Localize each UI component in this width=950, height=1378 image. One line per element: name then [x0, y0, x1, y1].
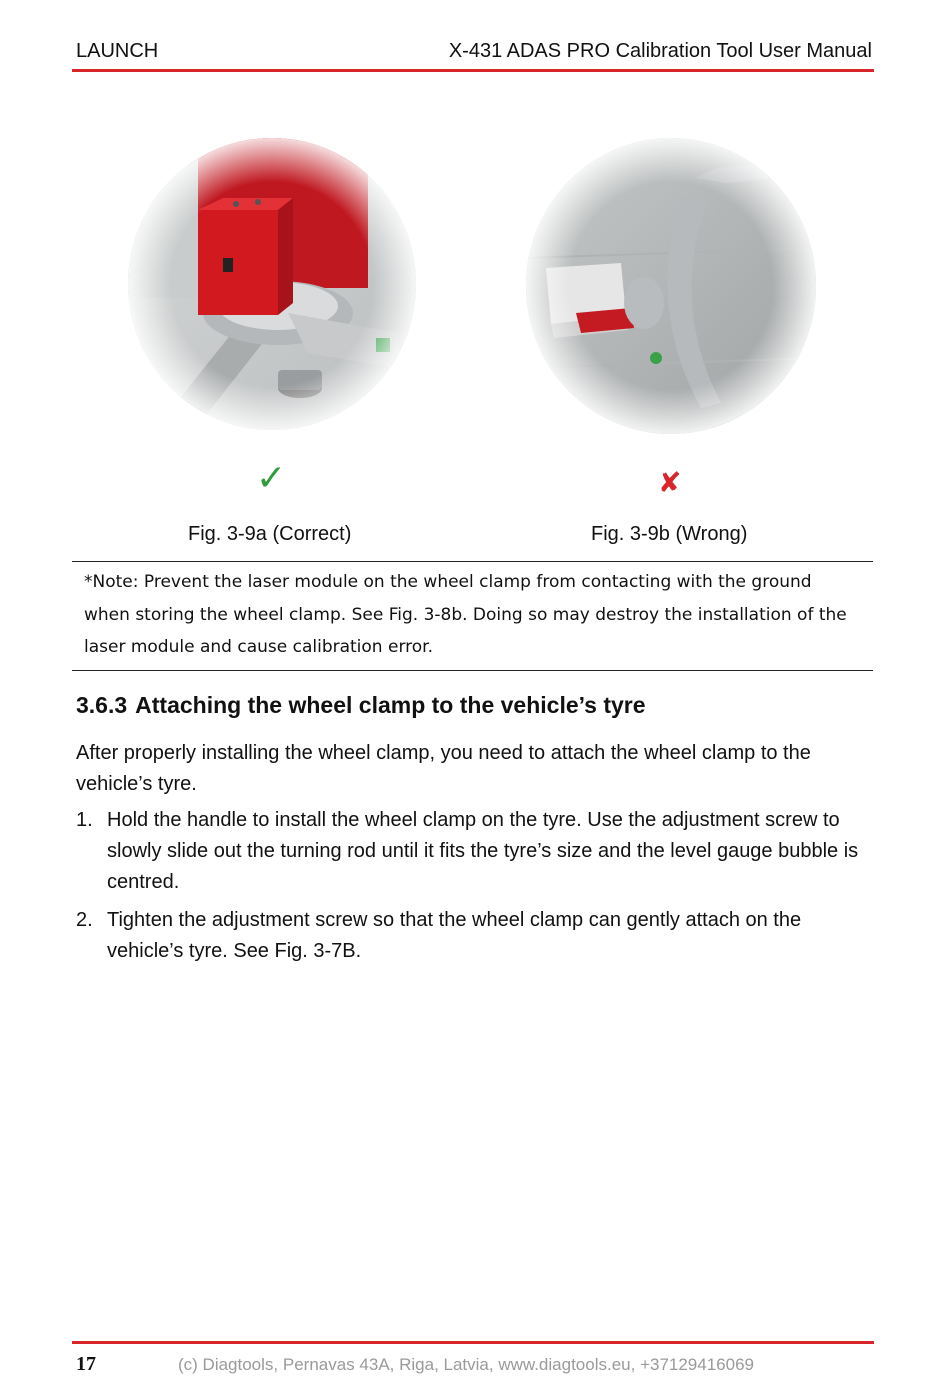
header-brand: LAUNCH	[76, 40, 159, 62]
list-item-number: 1.	[76, 809, 93, 831]
note-line: laser module and cause calibration error.	[84, 637, 433, 657]
list-item-text: Tighten the adjustment screw so that the wheel clamp can gently attach on the vehicle’s tyre. See Fig. 3-7B.	[107, 909, 802, 962]
cross-icon: ✘	[658, 466, 682, 499]
section-number: 3.6.3	[76, 692, 128, 718]
note-text	[84, 566, 854, 664]
section-heading	[76, 692, 646, 719]
list-item-text: Hold the handle to install the wheel clamp on the tyre. Use the adjustment screw to slowly slide out the turning rod until it fits the tyre’s size and the level gauge bubble is centred.	[107, 809, 859, 893]
footer-text: (c) Diagtools, Pernavas 43A, Riga, Latvia, www.diagtools.eu, +37129416069	[178, 1355, 754, 1374]
footer-divider	[72, 1341, 874, 1344]
section-title: Attaching the wheel clamp to the vehicle’s tyre	[135, 692, 646, 718]
check-icon: ✓	[256, 458, 287, 499]
figure-caption-wrong: Fig. 3-9b (Wrong)	[591, 523, 748, 545]
list-item	[76, 805, 872, 898]
list-item-number: 2.	[76, 909, 93, 931]
list-item	[76, 905, 872, 967]
header-divider	[72, 69, 874, 72]
note-line: when storing the wheel clamp. See Fig. 3-8b. Doing so may destroy the installation of the	[84, 604, 847, 625]
figure-photo-correct	[128, 138, 416, 430]
section-intro: After properly installing the wheel clamp, you need to attach the wheel clamp to the vehicle’s tyre.	[76, 742, 811, 795]
figure-caption-correct: Fig. 3-9a (Correct)	[188, 523, 352, 545]
header-manual-title: X-431 ADAS PRO Calibration Tool User Manual	[448, 40, 872, 62]
page-number: 17	[76, 1353, 96, 1375]
note-line: *Note: Prevent the laser module on the wheel clamp from contacting with the ground	[84, 572, 812, 592]
figure-photo-wrong	[526, 138, 816, 434]
